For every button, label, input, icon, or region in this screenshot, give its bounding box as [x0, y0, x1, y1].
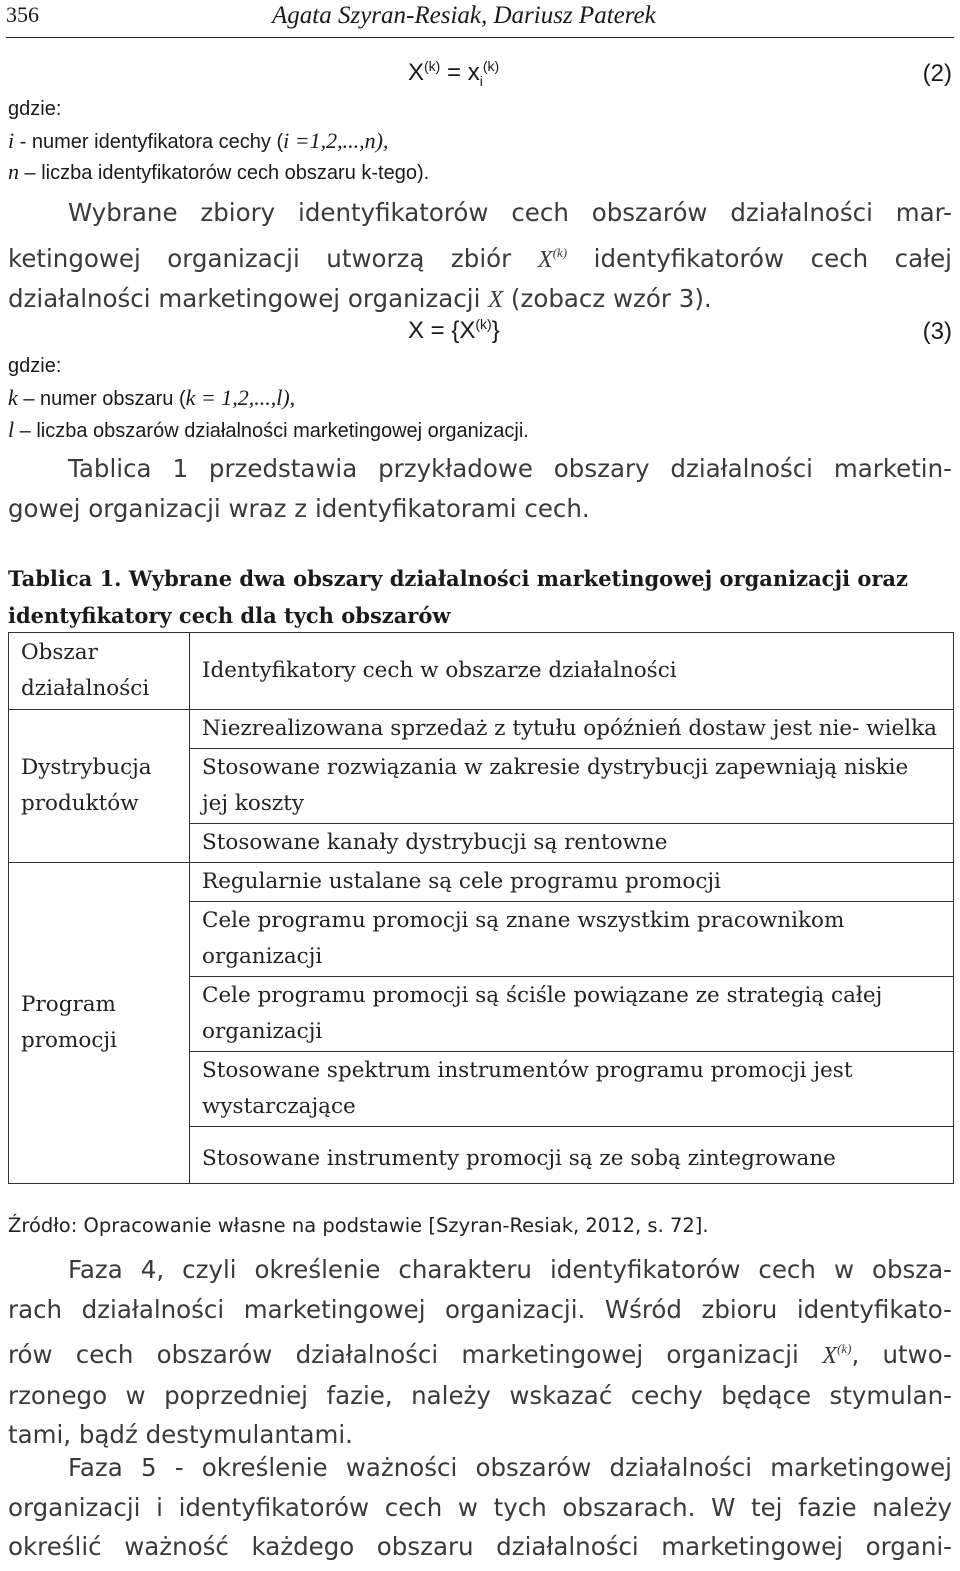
para2-line-2: gowej organizacji wraz z identyfikatorami cech.	[8, 493, 590, 523]
page-number: 356	[6, 2, 39, 27]
eq3-sup: (k)	[475, 316, 492, 332]
eq3-close: }	[491, 317, 500, 344]
eq2-rhs: x	[467, 59, 480, 86]
defs1-i-range: i =1,2,...,n),	[283, 128, 389, 153]
eq2-rhs-sup: (k)	[482, 58, 500, 74]
defs1-n-text: – liczba identyfikatorów cech obszaru k-tego).	[19, 162, 430, 184]
para1-line2-sup: (k)	[552, 244, 568, 260]
defs1-i	[8, 127, 388, 156]
header-identifiers-cell: Identyfikatory cech w obszarze działalności	[190, 633, 954, 710]
para3-line3-b: , utwo-	[851, 1340, 952, 1369]
table-row	[9, 710, 954, 749]
para1-line-1: Wybrane zbiory identyfikatorów cech obszarów działalności mar-	[68, 198, 952, 227]
table-caption-line-2: identyfikatory cech dla tych obszarów	[8, 603, 451, 628]
eq2-equals: =	[440, 59, 468, 86]
table-caption	[8, 560, 952, 634]
para1-line3-a: działalności marketingowej organizacji	[8, 284, 489, 313]
equation-2	[408, 58, 499, 89]
data-table	[8, 632, 954, 1184]
equation-3	[408, 316, 500, 345]
para3-line-5: tami, bądź destymulantami.	[8, 1420, 353, 1449]
para3-line-3	[8, 1329, 952, 1376]
defs1-i-var: i	[8, 128, 15, 153]
identifier-cell: Stosowane rozwiązania w zakresie dystrybucji zapewniają niskie jej koszty	[190, 749, 954, 824]
para3-line3-sup: (k)	[837, 1341, 852, 1356]
running-head-authors: Agata Szyran-Resiak, Dariusz Paterek	[272, 2, 656, 29]
para3-line-4: rzonego w poprzedniej fazie, należy wskazać cechy będące stymulan-	[8, 1380, 952, 1410]
defs2-l-text: – liczba obszarów działalności marketingowej organizacji.	[14, 420, 529, 442]
identifier-cell: Cele programu promocji są ściśle powiązane ze strategią całej organizacji	[190, 977, 954, 1052]
eq2-lhs: X	[408, 59, 425, 86]
identifier-cell: Niezrealizowana sprzedaż z tytułu opóźnień dostaw jest nie- wielka	[190, 710, 954, 749]
table-caption-line-1: Tablica 1. Wybrane dwa obszary działalności marketingowej organizacji oraz	[8, 566, 908, 591]
defs1-n-var: n	[8, 159, 19, 184]
eq2-lhs-sup: (k)	[424, 58, 441, 74]
para3-line-1: Faza 4, czyli określenie charakteru identyfikatorów cech w obsza-	[68, 1255, 952, 1284]
identifier-cell: Regularnie ustalane są cele programu promocji	[190, 863, 954, 902]
identifier-cell: Stosowane spektrum instrumentów programu promocji jest wystarczające	[190, 1052, 954, 1127]
table-source: Źródło: Opracowanie własne na podstawie [Szyran-Resiak, 2012, s. 72].	[8, 1214, 709, 1237]
para1-line2-a: ketingowej organizacji utworzą zbiór	[8, 243, 538, 273]
paragraph-4	[8, 1448, 952, 1567]
para3-line3-a: rów cech obszarów działalności marketingowej organizacji	[8, 1340, 823, 1369]
para1-line2-var: X	[537, 245, 553, 273]
eq2-rhs-sub: i	[479, 72, 483, 89]
para4-line-3: określić ważność każdego obszaru działalności marketingowej organi-	[8, 1532, 952, 1561]
equation-3-number: (3)	[922, 318, 952, 345]
defs2-l	[8, 416, 529, 445]
defs2-l-var: l	[8, 417, 15, 442]
identifier-cell: Stosowane instrumenty promocji są ze sobą zintegrowane	[190, 1127, 954, 1184]
defs2-k-text: – numer obszaru (	[17, 388, 186, 410]
defs2-gdzie: gdzie:	[8, 355, 62, 377]
para4-line-2: organizacji i identyfikatorów cech w tych obszarach. W tej fazie należy	[8, 1492, 952, 1522]
header-area-cell: Obszar działalności	[9, 633, 190, 710]
para4-line-1: Faza 5 - określenie ważności obszarów działalności marketingowej	[68, 1453, 952, 1482]
table-row	[9, 863, 954, 902]
table-header-row	[9, 633, 954, 710]
header-rule	[6, 37, 954, 38]
equation-2-number: (2)	[922, 60, 952, 87]
para1-line3-b: (zobacz wzór 3).	[503, 284, 712, 313]
identifier-cell: Stosowane kanały dystrybucji są rentowne	[190, 824, 954, 863]
para3-line-2: rach działalności marketingowej organizacji. Wśród zbioru identyfikato-	[8, 1294, 952, 1324]
defs2-k	[8, 384, 295, 413]
defs1-n	[8, 158, 429, 187]
area-cell-distribution: Dystrybucja produktów	[9, 710, 190, 863]
running-header	[0, 0, 960, 38]
eq3-lhs: X = {X	[408, 317, 476, 344]
para1-line-3	[8, 279, 952, 320]
para1-line2-b: identyfikatorów cech całej	[567, 243, 952, 273]
paragraph-1	[8, 193, 952, 320]
para3-line3-var: X	[822, 1342, 838, 1369]
area-cell-promotion: Program promocji	[9, 863, 190, 1184]
para2-line-1: Tablica 1 przedstawia przykładowe obszary działalności marketin-	[68, 454, 952, 483]
identifier-cell: Cele programu promocji są znane wszystkim pracownikom organizacji	[190, 902, 954, 977]
defs2-k-range: k = 1,2,...,l),	[185, 385, 296, 410]
defs1-i-text: - numer identyfikatora cechy (	[14, 131, 284, 153]
paragraph-3	[8, 1250, 952, 1455]
defs2-k-var: k	[8, 385, 18, 410]
para1-line3-var: X	[488, 286, 504, 313]
defs1-gdzie: gdzie:	[8, 98, 62, 120]
paragraph-2	[8, 449, 952, 528]
para1-line-2	[8, 233, 952, 280]
